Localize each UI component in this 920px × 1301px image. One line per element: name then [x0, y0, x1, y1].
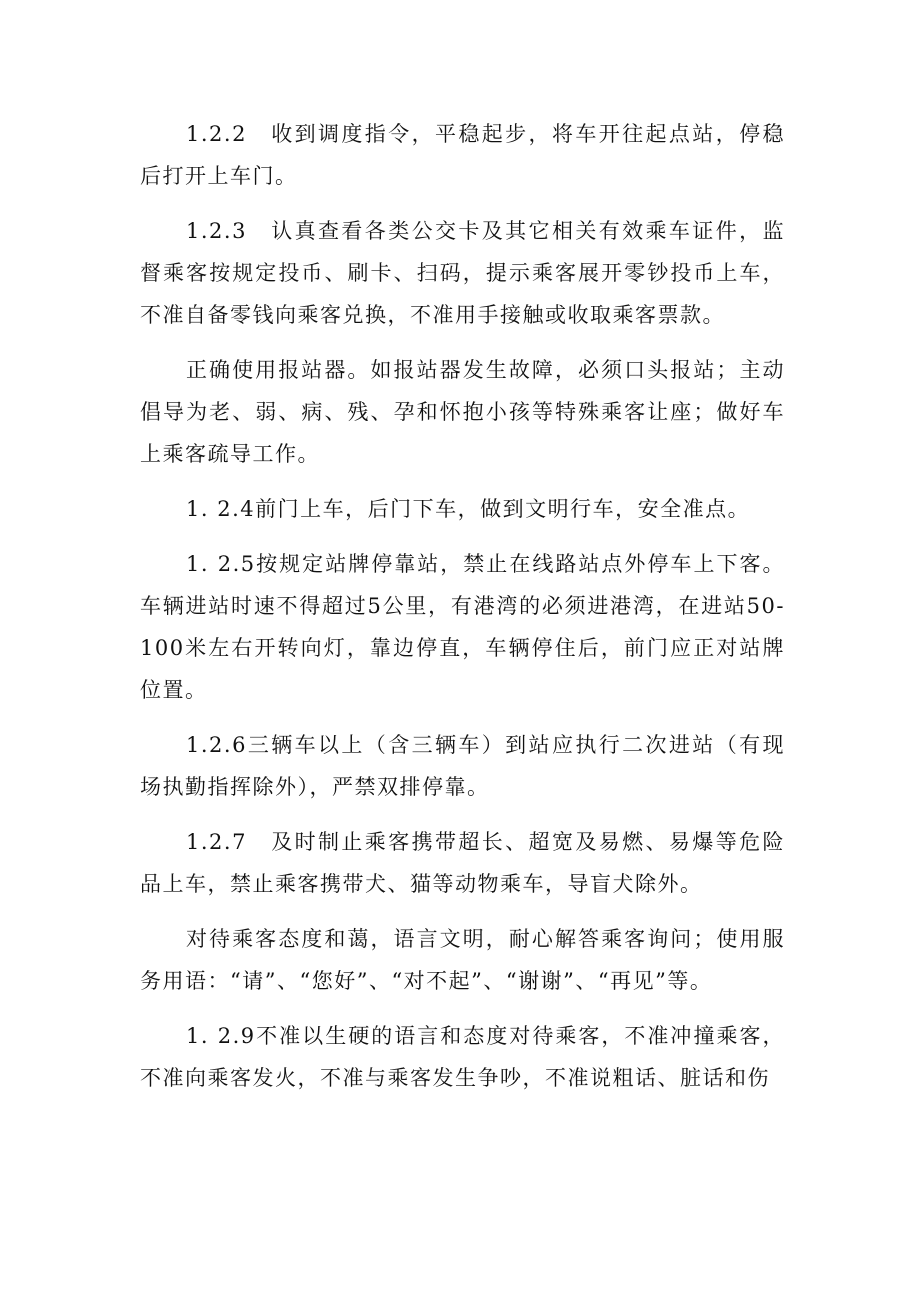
paragraph-service-language: 对待乘客态度和蔼，语言文明，耐心解答乘客询问；使用服务用语：“请”、“您好”、“对不起”、“谢谢”、“再见”等。 — [140, 927, 785, 993]
paragraph-1-2-3: 1.2.3 认真查看各类公交卡及其它相关有效乘车证件，监督乘客按规定投币、刷卡、扫码，提示乘客展开零钞投币上车，不准自备零钱向乘客兑换，不准用手接触或收取乘客票款。 — [140, 219, 785, 327]
paragraph-1-2-4: 1. 2.4前门上车，后门下车，做到文明行车，安全准点。 — [186, 497, 751, 521]
paragraph-1-2-5: 1. 2.5按规定站牌停靠站，禁止在线路站点外停车上下客。车辆进站时速不得超过5公里，有港湾的必须进港湾，在进站50-100米左右开转向灯，靠边停直，车辆停住后，前门应正对站牌位置。 — [140, 552, 785, 702]
paragraph-1-2-9: 1. 2.9不准以生硬的语言和态度对待乘客，不准冲撞乘客，不准向乘客发火，不准与乘客发生争吵，不准说粗话、脏话和伤 — [140, 1024, 785, 1090]
document-body — [140, 113, 785, 1112]
paragraph-announcer: 正确使用报站器。如报站器发生故障，必须口头报站；主动倡导为老、弱、病、残、孕和怀抱小孩等特殊乘客让座；做好车上乘客疏导工作。 — [140, 358, 785, 466]
paragraph-1-2-2: 1.2.2 收到调度指令，平稳起步，将车开往起点站，停稳后打开上车门。 — [140, 122, 785, 188]
paragraph-1-2-7: 1.2.7 及时制止乘客携带超长、超宽及易燃、易爆等危险品上车，禁止乘客携带犬、猫等动物乘车，导盲犬除外。 — [140, 830, 785, 896]
paragraph-1-2-6: 1.2.6三辆车以上（含三辆车）到站应执行二次进站（有现场执勤指挥除外），严禁双排停靠。 — [140, 733, 785, 799]
